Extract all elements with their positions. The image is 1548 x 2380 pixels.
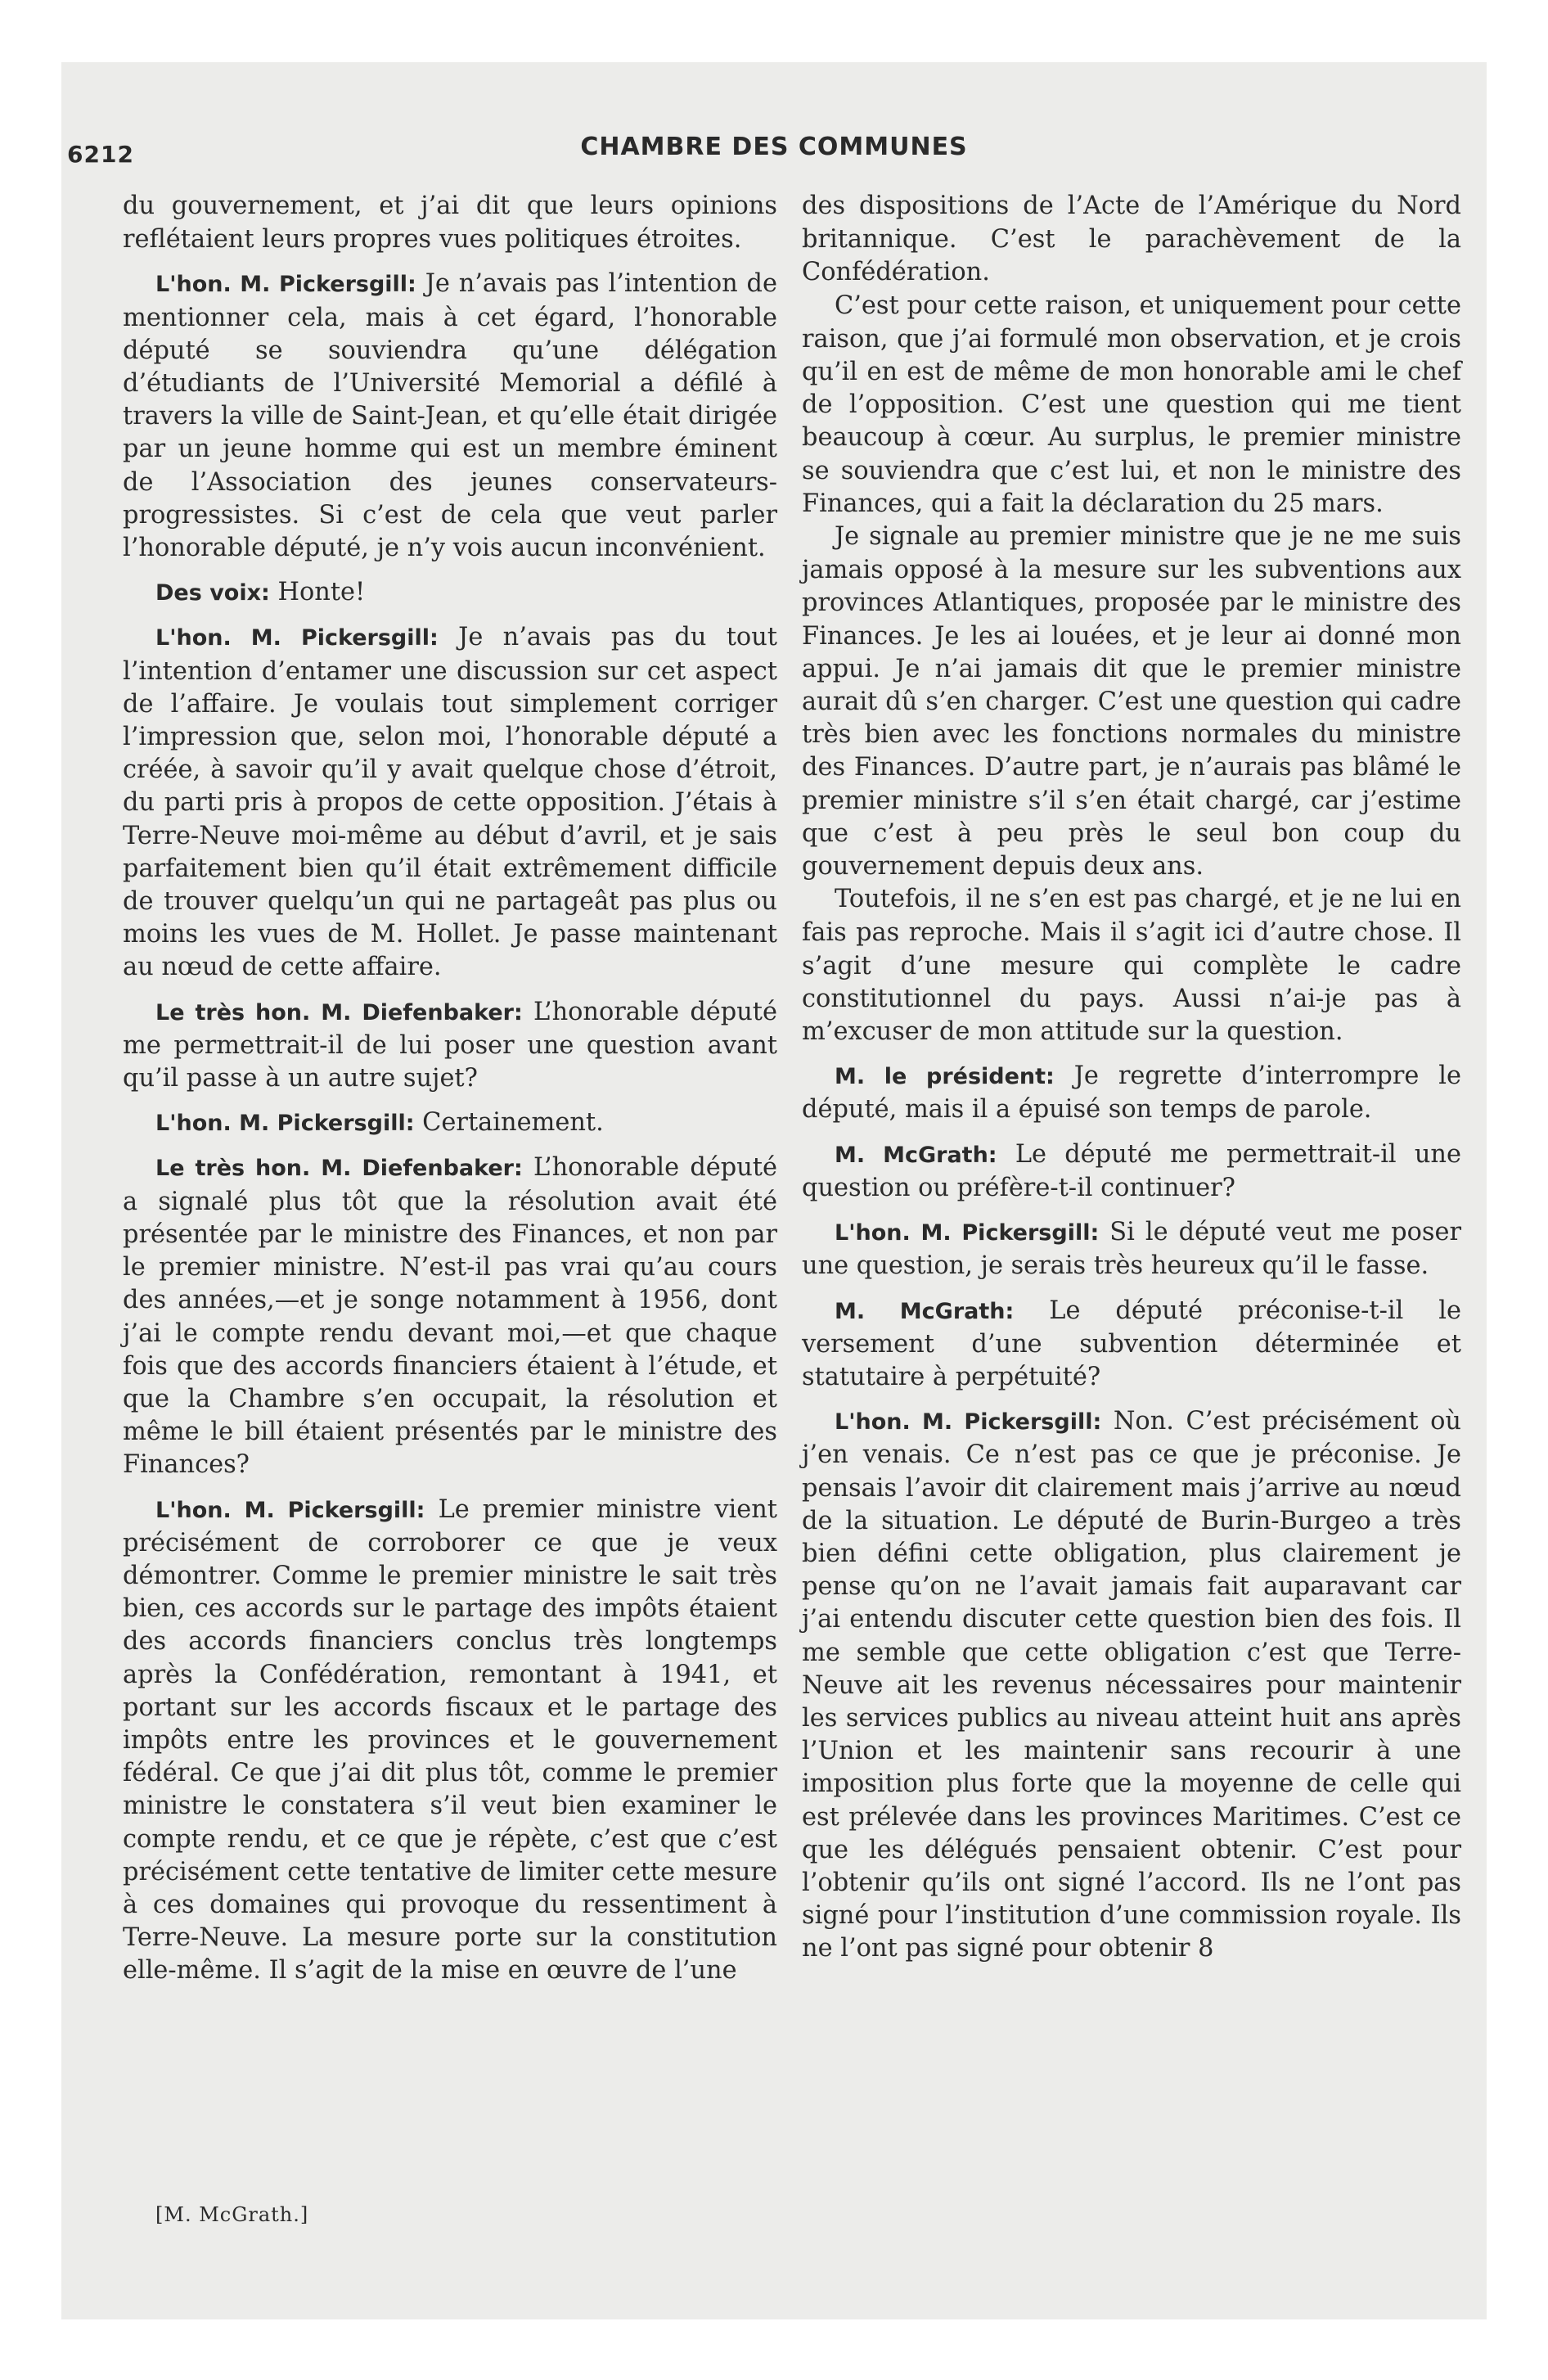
paragraph <box>802 1295 1461 1395</box>
paragraph-text: Je n’avais pas du tout l’intention d’entamer une discussion sur cet aspect de l’affaire. Je voulais tout simplement corriger l’impression que, selon moi, l’honorable député a créée, à savoir qu’il y avait quelque chose d’étroit, du parti pris à propos de cette opposition. J’étais à Terre-Neuve moi-même au début d’avril, et je sais parfaitement bien qu’il était extrêmement difficile de trouver quelqu’un qui ne partageât pas plus ou moins les vues de M. Hollet. Je passe maintenant au nœud de cette affaire. <box>123 623 778 982</box>
page-number: 6212 <box>67 141 134 168</box>
speaker-name: L'hon. M. Pickersgill: <box>155 625 439 651</box>
paragraph-text: L’honorable député a signalé plus tôt que la résolution avait été présentée par le ministre des Finances, et non par le premier ministre. N’est-il pas vrai qu’au cours des années,—et je songe notamment à 1956, dont j’ai le compte rendu devant moi,—et que chaque fois que des accords financiers étaient à l’étude, et que la Chambre s’en occupait, la résolution et même le bill étaient présentés par le ministre des Finances? <box>123 1153 777 1480</box>
paragraph-text: des dispositions de l’Acte de l’Amérique du Nord britannique. C’est le parachèvement de la Confédération. <box>802 192 1461 287</box>
footer-note: [M. McGrath.] <box>155 2203 309 2226</box>
paragraph-text: C’est pour cette raison, et uniquement pour cette raison, que j’ai formulé mon observation, et je crois qu’il en est de même de mon honorable ami le chef de l’opposition. C’est une question qui me tient beaucoup à cœur. Au surplus, le premier ministre se souviendra que c’est lui, et non le ministre des Finances, qui a fait la déclaration du 25 mars. <box>802 291 1461 518</box>
paragraph-text: Je regrette d’interrompre le député, mais il a épuisé son temps de parole. <box>802 1062 1461 1125</box>
speaker-name: L'hon. M. Pickersgill: <box>835 1220 1100 1246</box>
paragraph <box>123 1107 777 1140</box>
speaker-name: Des voix: <box>155 580 270 606</box>
speaker-name: L'hon. M. Pickersgill: <box>835 1409 1102 1436</box>
paragraph-text: Certainement. <box>414 1108 604 1138</box>
paragraph <box>802 1216 1461 1282</box>
paragraph <box>802 1405 1461 1965</box>
paragraph <box>802 1060 1461 1126</box>
right-column <box>802 190 1461 1966</box>
speaker-name: M. le président: <box>835 1064 1055 1090</box>
speaker-name: M. McGrath: <box>835 1298 1015 1324</box>
left-column <box>123 190 777 1988</box>
speaker-name: Le très hon. M. Diefenbaker: <box>155 1156 523 1182</box>
paragraph <box>123 996 777 1096</box>
paragraph <box>123 268 777 565</box>
paragraph <box>123 621 777 984</box>
paragraph-text: Si le député veut me poser une question, je serais très heureux qu’il le fasse. <box>802 1218 1461 1281</box>
paragraph-text: Je n’avais pas l’intention de mentionner cela, mais à cet égard, l’honorable député se souviendra qu’une délégation d’étudiants de l’Université Memorial a défilé à travers la ville de Saint-Jean, et qu’elle était dirigée par un jeune homme qui est un membre éminent de l’Association des jeunes conservateurs-progressistes. Si c’est de cela que veut parler l’honorable député, je n’y vois aucun inconvénient. <box>123 269 777 563</box>
paragraph-text: Le député préconise-t-il le versement d’une subvention déterminée et statutaire à perpétuité? <box>802 1296 1461 1391</box>
speaker-name: Le très hon. M. Diefenbaker: <box>155 999 523 1025</box>
paragraph-text: Honte! <box>269 578 366 607</box>
paragraph <box>802 883 1461 1048</box>
paragraph-text: Je signale au premier ministre que je ne me suis jamais opposé à la mesure sur les subventions aux provinces Atlantiques, proposée par le ministre des Finances. Je les ai louées, et je leur ai donné mon appui. Je n’ai jamais dit que le premier ministre aurait dû s’en charger. C’est une question qui cadre très bien avec les fonctions normales du ministre des Finances. D’autre part, je n’aurais pas blâmé le premier ministre s’il s’en était chargé, car j’estime que c’est à peu près le seul bon coup du gouvernement depuis deux ans. <box>802 522 1461 881</box>
speaker-name: L'hon. M. Pickersgill: <box>155 1111 415 1137</box>
speaker-name: L'hon. M. Pickersgill: <box>155 272 416 298</box>
paragraph <box>802 521 1461 883</box>
speaker-name: L'hon. M. Pickersgill: <box>155 1497 425 1523</box>
paragraph-text: Le député me permettrait-il une question ou préfère-t-il continuer? <box>802 1139 1461 1202</box>
running-head: CHAMBRE DES COMMUNES <box>580 133 968 161</box>
paragraph-text: Le premier ministre vient précisément de corroborer ce que je veux démontrer. Comme le premier ministre le sait très bien, ces accords sur le partage des impôts étaient des accords financiers conclus très longtemps après la Confédération, remontant à 1941, et portant sur les accords fiscaux et le partage des impôts entre les provinces et le gouvernement fédéral. Ce que j’ai dit plus tôt, comme le premier ministre le constatera s’il veut bien examiner le compte rendu, et ce que je répète, c’est que c’est précisément cette tentative de limiter cette mesure à ces domaines qui provoque du ressentiment à Terre-Neuve. La mesure porte sur la constitution elle-même. Il s’agit de la mise en œuvre de l’une <box>123 1494 777 1986</box>
paragraph <box>802 1138 1461 1205</box>
paragraph-text: Toutefois, il ne s’en est pas chargé, et je ne lui en fais pas reproche. Mais il s’agit ici d’autre chose. Il s’agit d’une mesure qui complète le cadre constitutionnel du pays. Aussi n’ai-je pas à m’excuser de mon attitude sur la question. <box>802 885 1461 1047</box>
paragraph <box>802 290 1461 521</box>
paragraph <box>123 1152 777 1481</box>
paragraph <box>123 576 777 610</box>
paragraph-text: Non. C’est précisément où j’en venais. Ce n’est pas ce que je préconise. Je pensais l’avoir dit clairement mais j’arrive au nœud de la situation. Le député de Burin-Burgeo a très bien défini cette obligation, plus clairement je pense qu’on ne l’avait jamais fait auparavant car j’ai entendu discuter cette question bien des fois. Il me semble que cette obligation c’est que Terre-Neuve ait les revenus nécessaires pour maintenir les services publics au niveau atteint huit ans après l’Union et les maintenir sans recourir à une imposition plus forte que la moyenne de celle qui est prélevée dans les provinces Maritimes. C’est ce que les délégués pensaient obtenir. C’est pour l’obtenir qu’ils ont signé l’accord. Ils ne l’ont pas signé pour l’institution d’une commission royale. Ils ne l’ont pas signé pour obtenir 8 <box>802 1407 1462 1963</box>
paragraph-text: L’honorable député me permettrait-il de lui poser une question avant qu’il passe à un autre sujet? <box>123 997 777 1093</box>
paragraph <box>123 190 777 256</box>
paragraph <box>123 1494 777 1988</box>
paragraph <box>802 190 1461 290</box>
speaker-name: M. McGrath: <box>835 1142 997 1168</box>
paragraph-text: du gouvernement, et j’ai dit que leurs opinions reflétaient leurs propres vues politiques étroites. <box>123 192 777 255</box>
